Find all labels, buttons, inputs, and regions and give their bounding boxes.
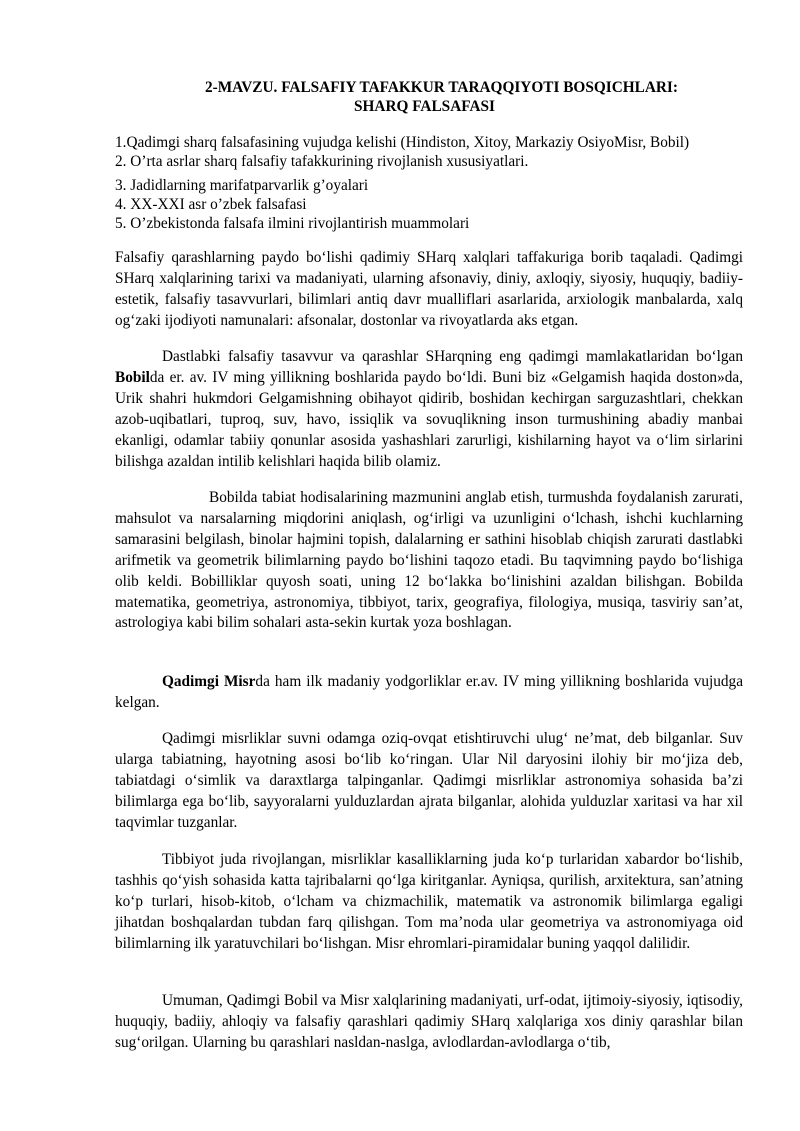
outline-item: 2. O’rta asrlar sharq falsafiy tafakkurining rivojlanish xususiyatlari.: [115, 153, 529, 170]
paragraph-misr-intro: [115, 672, 743, 714]
emphasis-qadimgi-misr: Qadimgi Misr: [162, 673, 256, 690]
paragraph-misr-medicine: Tibbiyot juda rivojlangan, misrliklar kasalliklarning juda ko‘p turlaridan xabardor bo‘lishib, tashhis qo‘yish sohasida katta tajribalarni qo‘lga kiritganlar. Ayniqsa, qurilish, arxitektura, san’atning ko‘p turlari, hisob-kitob, o‘lcham va chizmachilik, matematik va astronomik bilimlarga egaligi jihatdan boshqalardan tubdan farq qilishgan. Tom ma’noda ular geometriya va astronomiyaga oid bilimlarning ilk yaratuvchilari bo‘lishgan. Misr ehromlari-piramidalar buning yaqqol dalilidir.: [115, 851, 743, 952]
outline-item: 1.Qadimgi sharq falsafasining vujudga kelishi (Hindiston, Xitoy, Markaziy OsiyoMisr, Bobil): [115, 134, 690, 151]
paragraph-misr-water: Qadimgi misrliklar suvni odamga oziq-ovqat etishtiruvchi ulug‘ ne’mat, deb bilganlar. Suv ularga tabiatning, hayotning asosi bo‘lib ko‘ringan. Ular Nil daryosini ilohiy bir mo‘jiza deb, tabiatdagi o‘simlik va daraxtlarga talpinganlar. Qadimgi misrliklar astronomiya sohasida ba’zi bilimlarga ega bo‘lib, sayyoralarni yulduzlardan ajrata bilganlar, alohida yulduzlar xaritasi va har xil taqvimlar tuzganlar.: [115, 730, 743, 831]
body-text: [115, 0, 743, 1131]
outline-item: 3. Jadidlarning marifatparvarlik g’oyalari: [115, 177, 369, 194]
outline-item: 4. XX-XXI asr o’zbek falsafasi: [115, 196, 307, 213]
paragraph-text: da ham ilk madaniy yodgorliklar er.av. IV ming yillikning boshlarida vujudga kelgan.: [115, 673, 743, 711]
paragraph-intro: Falsafiy qarashlarning paydo bo‘lishi qadimiy SHarq xalqlari taffakuriga borib taqaladi. Qadimgi SHarq xalqlarining tarixi va madaniyati, ularning afsonaviy, diniy, axloqiy, siyosiy, huquqiy, badiiy-estetik, falsafiy tasavvurlari, bilimlari antiq davr mualliflari asarlarida, arxiologik manbalarda, xalq og‘zaki ijodiyoti namunalari: afsonalar, dostonlar va rivoyatlarda aks etgan.: [115, 249, 743, 329]
document-title-line-1: 2-MAVZU. FALSAFIY TAFAKKUR TARAQQIYOTI BOSQICHLARI:: [205, 79, 678, 96]
paragraph-bobil-sciences: Bobilda tabiat hodisalarining mazmunini anglab etish, turmushda foydalanish zarurati, mahsulot va narsalarning miqdorini aniqlash, og‘irligi va uzunligini o‘lchash, ishchi kuchlarning samarasini belgilash, binolar hajmini topish, dalalarning er sathini hisoblab chiqish zarurati dastlabki arifmetik va geometrik bilimlarning paydo bo‘lishini taqozo etadi. Bu taqvimning paydo bo‘lishiga olib keldi. Bobilliklar quyosh soati, uning 12 bo‘lakka bo‘linishini azaldan bilishgan. Bobilda matematika, geometriya, astronomiya, tibbiyot, tarix, geografiya, filologiya, musiqa, tasviriy san’at, astrologiya kabi bilim sohalari asta-sekin kurtak yoza boshlagan.: [115, 489, 743, 632]
paragraph-bobil-origins: [115, 347, 743, 472]
paragraph-summary: Umuman, Qadimgi Bobil va Misr xalqlarining madaniyati, urf-odat, ijtimoiy-siyosiy, iqtisodiy, huquqiy, badiiy, ahloqiy va falsafiy qarashlari qadimiy SHarq xalqlariga xos diniy qarashlar bilan sug‘orilgan. Ularning bu qarashlari nasldan-naslga, avlodlardan-avlodlarga o‘tib,: [115, 992, 743, 1051]
paragraph-text: da er. av. IV ming yillikning boshlarida paydo bo‘ldi. Buni biz «Gelgamish haqida doston»da, Urik shahri hukmdori Gelgamishning obihayot qidirib, boshidan kechirgan sarguzashtlari, chekkan azob-uqibatlari, tuproq, suv, havo, issiqlik va sovuqlikning inson turmushining abadiy manbai ekanligi, odamlar tabiiy qonunlar asosida yashashlari zarurligi, kishilarning hayot va o‘lim sirlarini bilishga azaldan intilib kelishlari haqida bilib olamiz.: [115, 368, 743, 470]
emphasis-bobil: Bobil: [115, 368, 150, 386]
paragraph-text: Dastlabki falsafiy tasavvur va qarashlar SHarqning eng qadimgi mamlakatlaridan bo‘lgan: [162, 348, 743, 365]
document-title-line-2: SHARQ FALSAFASI: [354, 98, 495, 115]
outline-item: 5. O’zbekistonda falsafa ilmini rivojlantirish muammolari: [115, 215, 470, 232]
